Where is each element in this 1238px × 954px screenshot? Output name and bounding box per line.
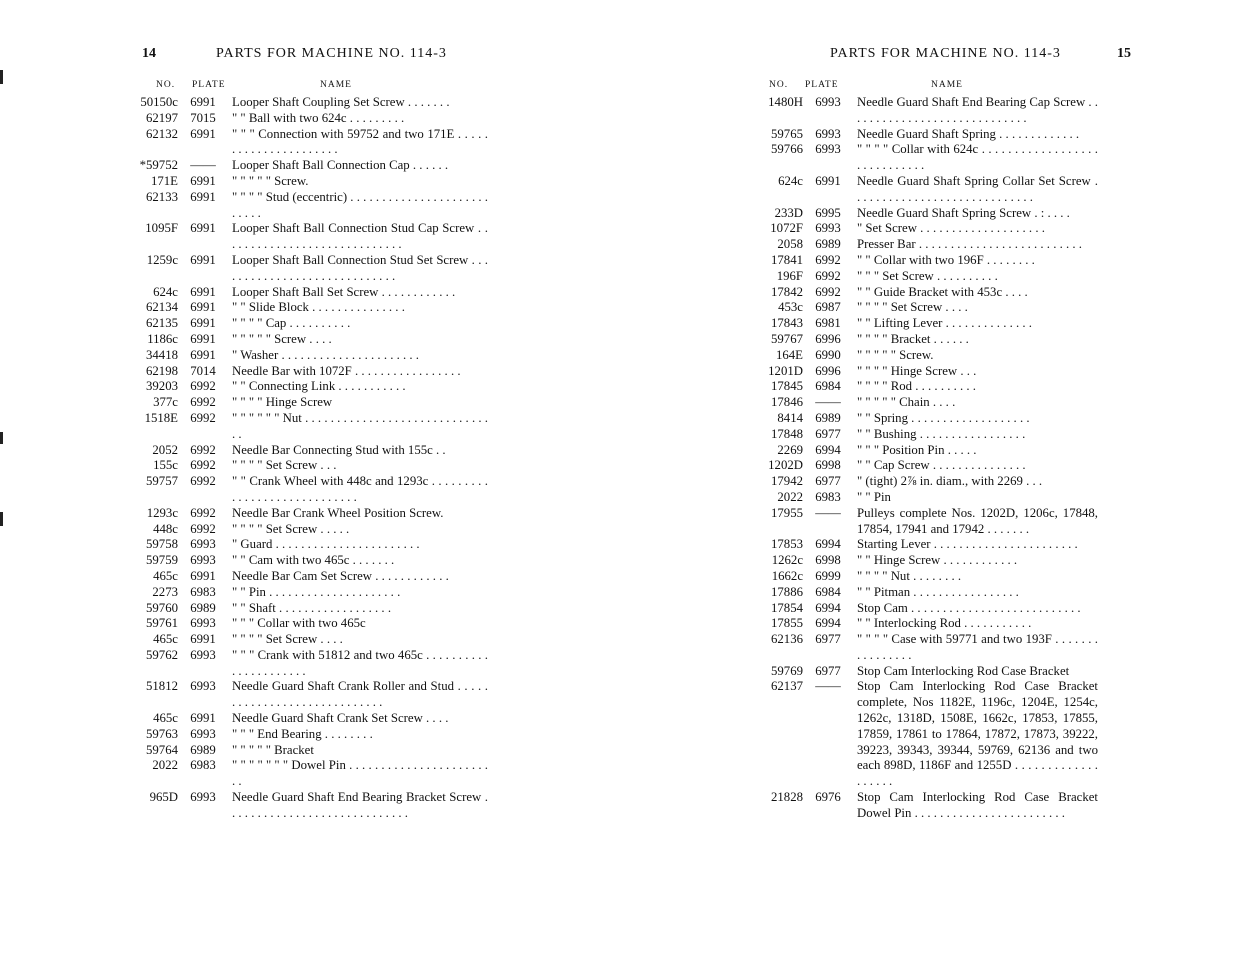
part-name: " " " " Collar with 624c . . . . . . . . . . . . . . . . . . . . . . . . . . . . . — [857, 142, 1098, 173]
plate-number: 6991 — [190, 568, 216, 583]
plate-number: 6992 — [190, 505, 216, 520]
part-number: 34418 — [146, 347, 178, 362]
part-number: 17842 — [771, 284, 803, 299]
plate-number: 6999 — [815, 568, 841, 583]
table-row — [130, 443, 490, 459]
table-row — [755, 269, 1100, 285]
table-row — [130, 395, 490, 411]
plate-number: 6991 — [190, 95, 216, 109]
part-number: 21828 — [771, 790, 803, 805]
part-number: 1518E — [144, 410, 178, 425]
part-number: 2269 — [777, 442, 803, 457]
plate-number: 6991 — [190, 711, 216, 726]
table-row — [130, 190, 490, 222]
plate-number: 6977 — [815, 663, 841, 678]
left-page — [130, 0, 490, 954]
table-row — [130, 332, 490, 348]
part-number: 17853 — [771, 537, 803, 552]
part-name: Looper Shaft Ball Connection Stud Set Screw . . . . . . . . . . . . . . . . . . . . . . . . . . . . . — [232, 252, 488, 283]
table-row — [130, 253, 490, 285]
part-number: 2273 — [152, 584, 178, 599]
table-row — [130, 679, 490, 711]
part-name: Presser Bar . . . . . . . . . . . . . . . . . . . . . . . . . . — [857, 237, 1082, 252]
part-name: " " Slide Block . . . . . . . . . . . . . . . — [232, 300, 405, 315]
table-row — [130, 522, 490, 538]
plate-number: 6993 — [815, 142, 841, 157]
table-row — [130, 364, 490, 380]
column-header-plate: PLATE — [192, 80, 226, 90]
part-number: 59763 — [146, 726, 178, 741]
table-row — [755, 490, 1100, 506]
running-head: PARTS FOR MACHINE NO. 114-3 — [830, 46, 1061, 61]
part-name: Needle Guard Shaft Spring . . . . . . . . . . . . . — [857, 126, 1080, 141]
part-name: " " " " Set Screw . . . . — [857, 300, 968, 315]
plate-number: 6992 — [190, 395, 216, 410]
part-name: Looper Shaft Coupling Set Screw . . . . . . . — [232, 95, 450, 109]
plate-number: 6994 — [815, 442, 841, 457]
part-number: 1480H — [768, 95, 803, 109]
part-name: " " " " Bracket . . . . . . — [857, 331, 969, 346]
table-row — [130, 158, 490, 174]
part-name: " " " " " Chain . . . . — [857, 395, 956, 410]
part-number: 17955 — [771, 505, 803, 520]
part-number: 62136 — [771, 632, 803, 647]
part-number: 62133 — [146, 189, 178, 204]
table-row — [130, 616, 490, 632]
part-number: 62134 — [146, 300, 178, 315]
table-row — [755, 395, 1100, 411]
table-row — [755, 458, 1100, 474]
part-name: Stop Cam Interlocking Rod Case Bracket Dowel Pin . . . . . . . . . . . . . . . . . . . . . . . . — [857, 790, 1098, 820]
part-number: 17886 — [771, 584, 803, 599]
part-name: " " Lifting Lever . . . . . . . . . . . . . . — [857, 316, 1033, 331]
part-name: Needle Guard Shaft End Bearing Cap Screw . . . . . . . . . . . . . . . . . . . . . . . . . . . . . — [857, 95, 1098, 125]
part-name: Needle Bar Crank Wheel Position Screw. — [232, 505, 444, 520]
table-row — [130, 743, 490, 759]
part-name: " " Shaft . . . . . . . . . . . . . . . . . . — [232, 600, 392, 615]
plate-number: 6991 — [190, 189, 216, 204]
table-row — [755, 379, 1100, 395]
right-page — [755, 0, 1131, 954]
part-number: 465c — [153, 711, 178, 726]
part-name: " " Collar with two 196F . . . . . . . . — [857, 252, 1035, 267]
plate-number: 6991 — [190, 173, 216, 188]
part-number: 1186c — [147, 331, 178, 346]
plate-number: 6993 — [190, 679, 216, 694]
part-number: 1095F — [145, 221, 178, 236]
part-name: " " " Crank with 51812 and two 465c . . . . . . . . . . . . . . . . . . . . . . — [232, 647, 488, 678]
part-name: " " " End Bearing . . . . . . . . — [232, 726, 373, 741]
table-row — [130, 221, 490, 253]
part-name: " " " " Set Screw . . . . — [232, 632, 343, 647]
parts-list — [755, 95, 1100, 822]
table-row — [130, 474, 490, 506]
part-name: " " " " " " " Dowel Pin . . . . . . . . . . . . . . . . . . . . . . . . — [232, 758, 488, 789]
part-name: " " Cam with two 465c . . . . . . . — [232, 553, 395, 568]
part-name: Needle Bar Cam Set Screw . . . . . . . . . . . . — [232, 568, 449, 583]
part-name: " " " " Hinge Screw . . . — [857, 363, 977, 378]
part-name: Needle Guard Shaft End Bearing Bracket Screw . . . . . . . . . . . . . . . . . . . . . . . . . . . . . — [232, 790, 488, 820]
part-number: 62198 — [146, 363, 178, 378]
plate-number: 6989 — [815, 237, 841, 252]
part-name: " " Crank Wheel with 448c and 1293c . . . . . . . . . . . . . . . . . . . . . . . . . . . . . — [232, 474, 488, 504]
column-header-name: NAME — [931, 80, 963, 90]
part-number: 1072F — [770, 221, 803, 236]
part-number: 1262c — [771, 553, 803, 568]
part-name: " " " " " Screw. — [232, 173, 309, 188]
part-name: " " " " Cap . . . . . . . . . . — [232, 316, 351, 331]
table-row — [755, 790, 1100, 822]
plate-number: 6998 — [815, 553, 841, 568]
plate-number: 6991 — [190, 331, 216, 346]
part-name: " " Spring . . . . . . . . . . . . . . . . . . . — [857, 410, 1030, 425]
table-row — [130, 727, 490, 743]
part-number: 164E — [775, 347, 803, 362]
part-number: 17855 — [771, 616, 803, 631]
part-name: " " " " Set Screw . . . . . — [232, 521, 350, 536]
plate-number: 6976 — [815, 790, 841, 805]
part-number: 51812 — [146, 679, 178, 694]
plate-number: —— — [815, 505, 841, 520]
plate-number: 6995 — [815, 205, 841, 220]
part-name: Looper Shaft Ball Set Screw . . . . . . . . . . . . — [232, 284, 456, 299]
plate-number: 6996 — [815, 363, 841, 378]
plate-number: 6994 — [815, 537, 841, 552]
part-name: " " " " Set Screw . . . — [232, 458, 337, 473]
plate-number: 6994 — [815, 600, 841, 615]
part-number: 1202D — [768, 458, 803, 473]
part-name: " " " Position Pin . . . . . — [857, 442, 977, 457]
part-name: " " Guide Bracket with 453c . . . . — [857, 284, 1028, 299]
plate-number: 6993 — [190, 553, 216, 568]
plate-number: 6991 — [190, 316, 216, 331]
plate-number: —— — [190, 158, 216, 173]
binding-edge-mark — [0, 70, 3, 84]
part-name: " " Pin . . . . . . . . . . . . . . . . . . . . . — [232, 584, 401, 599]
running-head: PARTS FOR MACHINE NO. 114-3 — [216, 46, 447, 61]
table-row — [755, 632, 1100, 664]
table-row — [755, 221, 1100, 237]
plate-number: 6996 — [815, 331, 841, 346]
part-name: " " Bushing . . . . . . . . . . . . . . . . . — [857, 426, 1026, 441]
part-number: 2022 — [777, 489, 803, 504]
part-number: 465c — [153, 632, 178, 647]
table-row — [755, 411, 1100, 427]
table-row — [755, 601, 1100, 617]
part-number: 50150c — [140, 95, 178, 109]
column-header-no: NO. — [769, 80, 789, 90]
part-name: Stop Cam . . . . . . . . . . . . . . . . . . . . . . . . . . . — [857, 600, 1081, 615]
table-row — [755, 253, 1100, 269]
part-name: Stop Cam Interlocking Rod Case Bracket complete, Nos 1182E, 1196c, 1204E, 1254c, 1262c, 1318D, 1508E, 1662c, 17853, 17855, 17859, 17861 to 17864, 17872, 17873, 39222, 39223, 39343, 39344, 59769, 62136 and two each 898D, 1186F and 1255D . . . . . . . . . . . . . . . . . . . — [857, 679, 1098, 789]
plate-number: 6989 — [190, 600, 216, 615]
plate-number: 6983 — [190, 584, 216, 599]
binding-edge-mark — [0, 432, 3, 444]
part-number: 233D — [774, 205, 803, 220]
table-row — [755, 585, 1100, 601]
plate-number: 6991 — [190, 284, 216, 299]
part-number: 59766 — [771, 142, 803, 157]
table-row — [130, 111, 490, 127]
table-row — [130, 379, 490, 395]
plate-number: 6998 — [815, 458, 841, 473]
table-row — [130, 348, 490, 364]
part-name: Needle Guard Shaft Crank Roller and Stud . . . . . . . . . . . . . . . . . . . . . . . . . . . . . — [232, 679, 488, 710]
plate-number: 6984 — [815, 379, 841, 394]
table-row — [130, 537, 490, 553]
plate-number: 6977 — [815, 426, 841, 441]
part-name: " " " " Case with 59771 and two 193F . . . . . . . . . . . . . . . . — [857, 632, 1098, 662]
table-row — [755, 474, 1100, 490]
table-row — [755, 237, 1100, 253]
table-row — [755, 206, 1100, 222]
part-number: 1201D — [768, 363, 803, 378]
part-number: 17845 — [771, 379, 803, 394]
part-name: " Guard . . . . . . . . . . . . . . . . . . . . . . . — [232, 537, 420, 552]
part-name: " " " Connection with 59752 and two 171E . . . . . . . . . . . . . . . . . . . . . . — [232, 126, 488, 157]
part-number: 17841 — [771, 252, 803, 267]
table-row — [755, 332, 1100, 348]
part-number: 1662c — [771, 568, 803, 583]
plate-number: 6992 — [190, 442, 216, 457]
table-row — [755, 364, 1100, 380]
part-number: 17843 — [771, 316, 803, 331]
part-name: " " " " Stud (eccentric) . . . . . . . . . . . . . . . . . . . . . . . . . . . — [232, 189, 488, 220]
part-number: 624c — [778, 173, 803, 188]
binding-edge-mark — [0, 512, 3, 526]
table-row — [755, 553, 1100, 569]
table-row — [130, 648, 490, 680]
part-number: 59767 — [771, 331, 803, 346]
part-number: 624c — [153, 284, 178, 299]
table-row — [130, 411, 490, 443]
plate-number: 6991 — [815, 173, 841, 188]
plate-number: 6992 — [815, 284, 841, 299]
table-row — [130, 300, 490, 316]
part-name: Looper Shaft Ball Connection Cap . . . . . . — [232, 158, 449, 173]
table-row — [130, 316, 490, 332]
part-number: 453c — [778, 300, 803, 315]
part-number: 62137 — [771, 679, 803, 694]
part-number: 59765 — [771, 126, 803, 141]
part-number: 155c — [153, 458, 178, 473]
part-number: 59757 — [146, 474, 178, 489]
plate-number: 6991 — [190, 126, 216, 141]
part-number: 62197 — [146, 110, 178, 125]
part-name: Needle Bar Connecting Stud with 155c . . — [232, 442, 446, 457]
table-row — [755, 427, 1100, 443]
part-name: Looper Shaft Ball Connection Stud Cap Screw . . . . . . . . . . . . . . . . . . . . . . . . . . . . . — [232, 221, 488, 252]
part-number: 62135 — [146, 316, 178, 331]
part-number: 17848 — [771, 426, 803, 441]
plate-number: 6993 — [190, 647, 216, 662]
plate-number: 6981 — [815, 316, 841, 331]
plate-number: 6989 — [190, 742, 216, 757]
part-name: " Washer . . . . . . . . . . . . . . . . . . . . . . — [232, 347, 420, 362]
plate-number: 6991 — [190, 300, 216, 315]
parts-list — [130, 95, 490, 822]
plate-number: —— — [815, 395, 841, 410]
table-row — [755, 285, 1100, 301]
plate-number: 6987 — [815, 300, 841, 315]
part-number: 2052 — [152, 442, 178, 457]
part-name: Needle Guard Shaft Crank Set Screw . . . . — [232, 711, 449, 726]
page-number: 14 — [142, 46, 156, 61]
table-row — [130, 285, 490, 301]
table-row — [755, 537, 1100, 553]
plate-number: 6992 — [815, 268, 841, 283]
part-number: 1293c — [146, 505, 178, 520]
table-row — [130, 458, 490, 474]
table-row — [755, 679, 1100, 790]
part-name: " " Cap Screw . . . . . . . . . . . . . . . — [857, 458, 1026, 473]
table-row — [130, 711, 490, 727]
part-name: " " Pin — [857, 489, 891, 504]
table-row — [130, 758, 490, 790]
table-row — [755, 142, 1100, 174]
table-row — [130, 174, 490, 190]
part-number: *59752 — [139, 158, 178, 173]
column-header-plate: PLATE — [805, 80, 839, 90]
table-row — [130, 553, 490, 569]
table-row — [755, 174, 1100, 206]
part-number: 1259c — [146, 252, 178, 267]
part-name: " " " " Nut . . . . . . . . — [857, 568, 962, 583]
part-name: " (tight) 2⅞ in. diam., with 2269 . . . — [857, 474, 1043, 489]
part-number: 171E — [150, 173, 178, 188]
part-name: " " " Collar with two 465c — [232, 616, 366, 631]
plate-number: 6977 — [815, 632, 841, 647]
plate-number: 6992 — [190, 474, 216, 489]
part-name: " " " " " Screw. — [857, 347, 934, 362]
table-row — [130, 506, 490, 522]
part-name: " " Pitman . . . . . . . . . . . . . . . . . — [857, 584, 1019, 599]
part-name: " " " " Hinge Screw — [232, 395, 333, 410]
plate-number: 6992 — [190, 521, 216, 536]
plate-number: 6993 — [190, 616, 216, 631]
part-number: 17854 — [771, 600, 803, 615]
table-row — [130, 585, 490, 601]
plate-number: 6984 — [815, 584, 841, 599]
plate-number: 6990 — [815, 347, 841, 362]
column-header-name: NAME — [320, 80, 352, 90]
plate-number: 6994 — [815, 616, 841, 631]
table-row — [755, 569, 1100, 585]
table-row — [755, 616, 1100, 632]
plate-number: 7015 — [190, 110, 216, 125]
part-number: 196F — [776, 268, 803, 283]
part-name: Starting Lever . . . . . . . . . . . . . . . . . . . . . . . — [857, 537, 1078, 552]
part-name: Needle Bar with 1072F . . . . . . . . . . . . . . . . . — [232, 363, 461, 378]
plate-number: 7014 — [190, 363, 216, 378]
part-number: 59761 — [146, 616, 178, 631]
plate-number: 6993 — [190, 537, 216, 552]
table-row — [130, 790, 490, 822]
part-number: 62132 — [146, 126, 178, 141]
part-name: " " " " " " Nut . . . . . . . . . . . . . . . . . . . . . . . . . . . . . . . — [232, 410, 488, 441]
part-name: " " Connecting Link . . . . . . . . . . . — [232, 379, 406, 394]
plate-number: 6989 — [815, 410, 841, 425]
table-row — [130, 95, 490, 111]
part-name: " " Hinge Screw . . . . . . . . . . . . — [857, 553, 1018, 568]
table-row — [130, 632, 490, 648]
plate-number: 6992 — [815, 252, 841, 267]
plate-number: 6993 — [815, 95, 841, 109]
table-row — [755, 348, 1100, 364]
part-number: 377c — [153, 395, 178, 410]
part-name: " " " " " Bracket — [232, 742, 314, 757]
part-name: " " " " Rod . . . . . . . . . . — [857, 379, 977, 394]
plate-number: 6992 — [190, 458, 216, 473]
part-number: 465c — [153, 568, 178, 583]
table-row — [755, 506, 1100, 538]
part-number: 59769 — [771, 663, 803, 678]
plate-number: 6991 — [190, 221, 216, 236]
plate-number: 6992 — [190, 410, 216, 425]
part-name: " " Ball with two 624c . . . . . . . . . — [232, 110, 405, 125]
table-row — [755, 127, 1100, 143]
part-name: " " " " " Screw . . . . — [232, 331, 332, 346]
page-number: 15 — [1117, 46, 1131, 61]
plate-number: 6992 — [190, 379, 216, 394]
part-number: 59764 — [146, 742, 178, 757]
part-name: Stop Cam Interlocking Rod Case Bracket — [857, 663, 1070, 678]
part-number: 39203 — [146, 379, 178, 394]
part-name: Needle Guard Shaft Spring Screw . : . . . . — [857, 205, 1070, 220]
table-row — [755, 300, 1100, 316]
plate-number: —— — [815, 679, 841, 694]
part-number: 965D — [149, 790, 178, 805]
table-row — [755, 443, 1100, 459]
plate-number: 6991 — [190, 252, 216, 267]
part-number: 17846 — [771, 395, 803, 410]
plate-number: 6993 — [815, 221, 841, 236]
table-row — [755, 95, 1100, 127]
part-name: " " " Set Screw . . . . . . . . . . — [857, 268, 998, 283]
part-number: 8414 — [777, 410, 803, 425]
part-name: Needle Guard Shaft Spring Collar Set Screw . . . . . . . . . . . . . . . . . . . . . . . . . . . . . — [857, 173, 1098, 204]
table-row — [755, 316, 1100, 332]
plate-number: 6993 — [190, 726, 216, 741]
part-number: 59758 — [146, 537, 178, 552]
part-number: 2058 — [777, 237, 803, 252]
plate-number: 6993 — [815, 126, 841, 141]
plate-number: 6977 — [815, 474, 841, 489]
part-name: " Set Screw . . . . . . . . . . . . . . . . . . . . — [857, 221, 1045, 236]
plate-number: 6983 — [190, 758, 216, 773]
part-number: 2022 — [152, 758, 178, 773]
part-number: 59762 — [146, 647, 178, 662]
plate-number: 6991 — [190, 632, 216, 647]
plate-number: 6983 — [815, 489, 841, 504]
table-row — [755, 664, 1100, 680]
table-row — [130, 127, 490, 159]
plate-number: 6993 — [190, 790, 216, 805]
part-number: 59760 — [146, 600, 178, 615]
column-header-no: NO. — [156, 80, 176, 90]
part-number: 448c — [153, 521, 178, 536]
table-row — [130, 601, 490, 617]
plate-number: 6991 — [190, 347, 216, 362]
part-name: Pulleys complete Nos. 1202D, 1206c, 17848, 17854, 17941 and 17942 . . . . . . . — [857, 505, 1098, 536]
part-name: " " Interlocking Rod . . . . . . . . . . . — [857, 616, 1032, 631]
part-number: 17942 — [771, 474, 803, 489]
table-row — [130, 569, 490, 585]
part-number: 59759 — [146, 553, 178, 568]
